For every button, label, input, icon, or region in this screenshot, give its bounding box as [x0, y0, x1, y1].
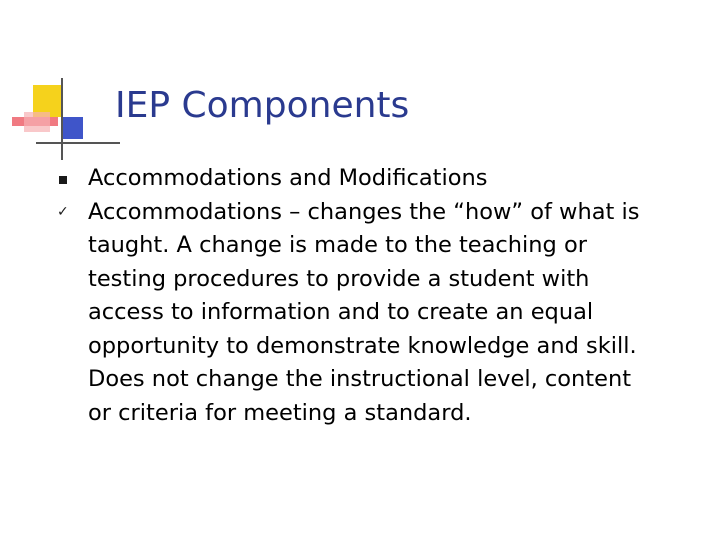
bullet-item-accommodations: ✓ Accommodations – changes the “how” of what is taught. A change is made to the teaching or testing procedures to provide a student with access to information and to create an equal opportunity to demonstrate knowledge and skill. Does not change the instructional level, content or criteria for meeting a standard. — [57, 198, 640, 426]
bullet-text: Accommodations – changes the “how” of what is taught. A change is made to the teaching or testing procedures to provide a student with access to information and to create an equal opportunity to demonstrate knowledge and skill. Does not change the instructional level, content or criteria for meeting a standard. — [88, 198, 640, 426]
bullet-list — [0, 162, 720, 430]
bullet-text: Accommodations and Modifications — [88, 165, 488, 191]
decoration-blue-square — [63, 117, 83, 139]
decoration-horizontal-line — [36, 142, 120, 144]
decoration-vertical-line — [61, 78, 63, 160]
bullet-item-heading — [0, 162, 648, 196]
decoration-red-soft — [24, 112, 50, 132]
slide-title: IEP Components — [115, 85, 410, 126]
